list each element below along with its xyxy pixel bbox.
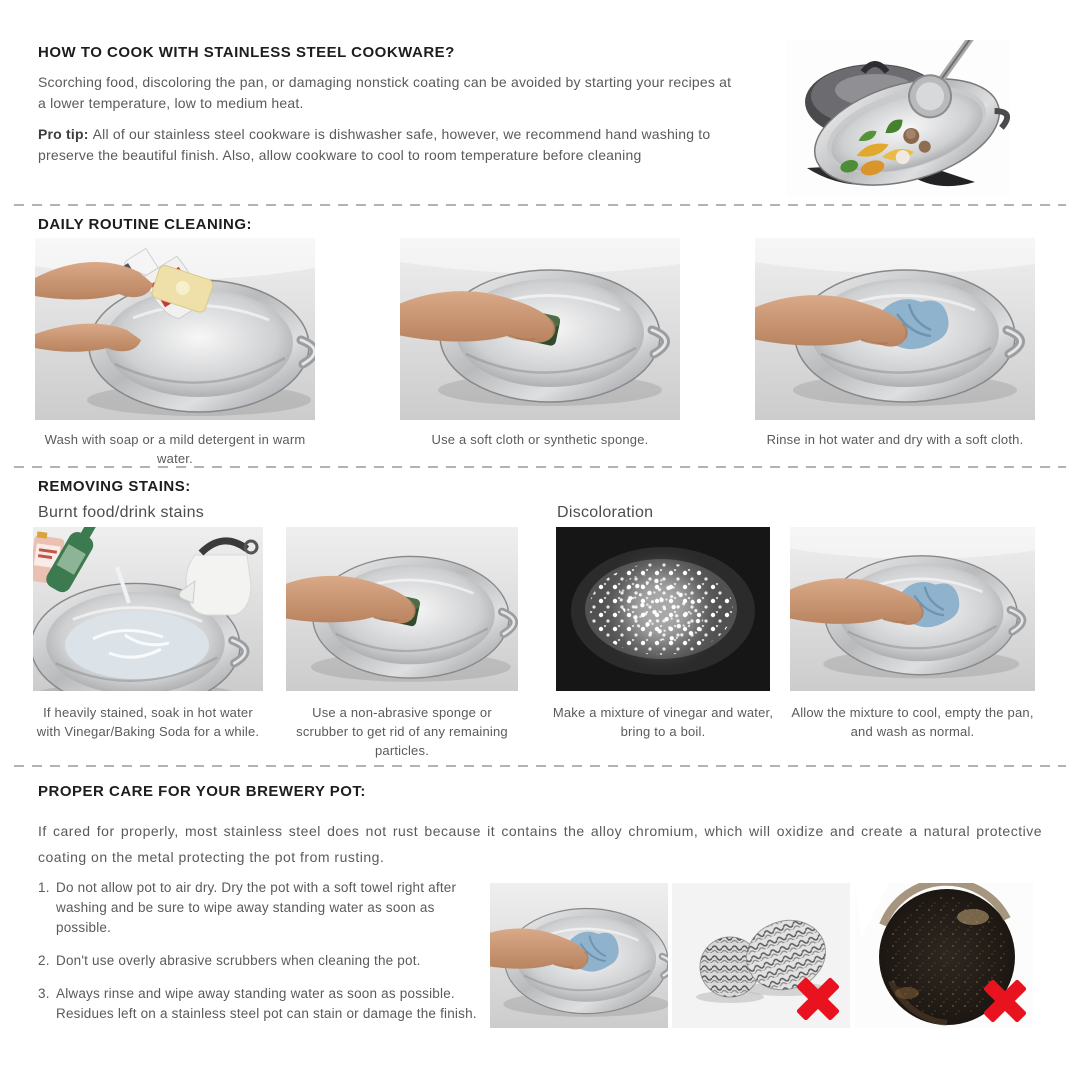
list-item	[38, 984, 490, 1024]
photo-rinse-dry	[755, 238, 1035, 420]
photo-cool-wash	[790, 527, 1035, 691]
list-item	[38, 878, 490, 938]
pro-tip-label: Pro tip:	[38, 126, 89, 142]
photo-soak-vinegar	[33, 527, 263, 691]
caption-soft-sponge: Use a soft cloth or synthetic sponge.	[431, 432, 649, 447]
photo-soft-sponge	[400, 238, 680, 420]
caption-nonabrasive: Use a non-abrasive sponge or scrubber to get rid of any remaining particles.	[296, 705, 508, 758]
section3-title: REMOVING STAINS:	[38, 478, 191, 495]
section1-title: HOW TO COOK WITH STAINLESS STEEL COOKWARE?	[38, 44, 455, 61]
caption-wash-soap: Wash with soap or a mild detergent in warm water.	[44, 432, 306, 466]
subtitle-burnt-stains: Burnt food/drink stains	[38, 504, 205, 521]
section4-intro: If cared for properly, most stainless steel does not rust because it contains the alloy chromium, which will oxidize and create a natural protective coating on the metal protecting the pot from rusting.	[38, 823, 1042, 865]
caption-boil-mixture: Make a mixture of vinegar and water, bring to a boil.	[552, 705, 774, 739]
photo-dry-with-towel	[490, 883, 668, 1028]
list-text: Do not allow pot to air dry. Dry the pot with a soft towel right after washing and be sure to wipe away standing water as soon as possible.	[56, 880, 457, 935]
divider	[14, 466, 1066, 468]
care-list	[38, 878, 490, 1024]
list-item	[38, 951, 490, 971]
photo-nonabrasive-sponge	[286, 527, 518, 691]
photo-burnt-pot-banned	[855, 883, 1033, 1028]
photo-steel-scrubbers-banned	[672, 883, 850, 1028]
list-text: Always rinse and wipe away standing water as soon as possible. Residues left on a stainless steel pot can stain or damage the finish.	[56, 986, 477, 1021]
section1-paragraph: Scorching food, discoloring the pan, or damaging nonstick coating can be avoided by starting your recipes at a lower temperature, low to medium heat.	[38, 74, 732, 111]
section1-pro-tip	[38, 124, 743, 166]
caption-rinse-dry: Rinse in hot water and dry with a soft cloth.	[766, 432, 1024, 447]
list-number: 1.	[38, 880, 50, 895]
section4-title: PROPER CARE FOR YOUR BREWERY POT:	[38, 783, 366, 800]
list-text: Don't use overly abrasive scrubbers when cleaning the pot.	[56, 953, 421, 968]
subtitle-discoloration: Discoloration	[557, 504, 654, 521]
caption-soak-vinegar: If heavily stained, soak in hot water with Vinegar/Baking Soda for a while.	[36, 705, 260, 739]
photo-boiling-vinegar	[556, 527, 770, 691]
divider	[14, 765, 1066, 767]
divider	[14, 204, 1066, 206]
caption-cool-wash: Allow the mixture to cool, empty the pan, and wash as normal.	[791, 705, 1034, 739]
pro-tip-text: All of our stainless steel cookware is dishwasher safe, however, we recommend hand washing to preserve the beautiful finish. Also, allow cookware to cool to room temperature before cleaning	[38, 126, 711, 163]
list-number: 3.	[38, 986, 50, 1001]
list-number: 2.	[38, 953, 50, 968]
section2-title: DAILY ROUTINE CLEANING:	[38, 216, 253, 233]
photo-wok-stirfry	[787, 40, 1010, 197]
photo-wash-soap-detergent	[35, 238, 315, 420]
